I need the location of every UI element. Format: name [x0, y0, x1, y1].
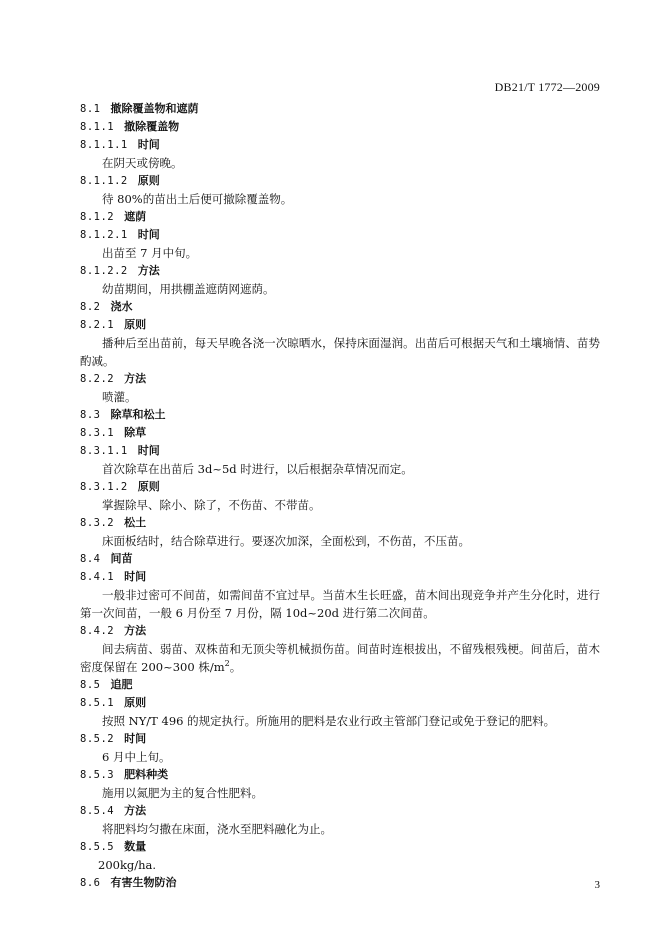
- section-heading: [80, 766, 600, 784]
- section-title: 时间: [124, 570, 147, 583]
- section-heading: [80, 838, 600, 856]
- section-heading: [80, 172, 600, 190]
- section-number: 8.1.2.2: [80, 265, 128, 277]
- section-title: 浇水: [110, 300, 133, 313]
- body-text: 床面板结时，结合除草进行。要逐次加深，全面松到，不伤苗，不压苗。: [102, 534, 470, 548]
- section-title: 除草: [124, 426, 147, 439]
- section-title: 方法: [124, 372, 147, 385]
- paragraph-text: 一般非过密可不间苗，如需间苗不宜过早。当苗木生长旺盛，苗木间出现竞争并产生分化时，进行第一次间苗，一般 6 月份至 7 月份，隔 10d~20d 进行第二次间苗。: [80, 588, 600, 620]
- body-text: 将肥料均匀撒在床面，浇水至肥料融化为止。: [102, 822, 332, 836]
- section-heading: [80, 442, 600, 460]
- section-heading: [80, 694, 600, 712]
- section-number: 8.2.1: [80, 319, 115, 331]
- section-title: 时间: [124, 732, 147, 745]
- page-number: 3: [594, 879, 600, 891]
- section-number: 8.1.1.2: [80, 175, 128, 187]
- section-number: 8.6: [80, 877, 101, 889]
- section-heading: [80, 676, 600, 694]
- body-text: 施用以氮肥为主的复合性肥料。: [102, 786, 263, 800]
- superscript: 2: [224, 659, 230, 669]
- body-paragraph: [80, 640, 600, 676]
- section-number: 8.3.2: [80, 517, 115, 529]
- section-number: 8.1.2: [80, 211, 115, 223]
- section-heading: [80, 622, 600, 640]
- section-title: 方法: [124, 804, 147, 817]
- section-title: 撤除覆盖物: [124, 120, 180, 133]
- body-text: 按照 NY/T 496 的规定执行。所施用的肥料是农业行政主管部门登记或免于登记的肥料。: [102, 714, 556, 728]
- section-heading: [80, 136, 600, 154]
- section-heading: [80, 730, 600, 748]
- body-text: 200kg/ha.: [98, 858, 157, 872]
- section-title: 原则: [137, 174, 160, 187]
- section-number: 8.4.2: [80, 625, 115, 637]
- section-title: 原则: [124, 318, 147, 331]
- section-number: 8.3: [80, 409, 101, 421]
- section-title: 时间: [137, 138, 160, 151]
- section-title: 方法: [137, 264, 160, 277]
- document-id-header: DB21/T 1772—2009: [494, 80, 600, 94]
- section-title: 原则: [137, 480, 160, 493]
- section-number: 8.4: [80, 553, 101, 565]
- section-heading: [80, 262, 600, 280]
- paragraph-text: 播种后至出苗前，每天早晚各浇一次晾晒水，保持床面湿润。出苗后可根据天气和土壤墒情、苗势酌减。: [80, 336, 600, 368]
- section-number: 8.5: [80, 679, 101, 691]
- section-number: 8.5.2: [80, 733, 115, 745]
- document-body: [80, 100, 600, 892]
- section-number: 8.1: [80, 103, 101, 115]
- section-heading: [80, 802, 600, 820]
- section-heading: [80, 316, 600, 334]
- body-text: 6 月中上旬。: [102, 750, 171, 764]
- section-title: 追肥: [110, 678, 133, 691]
- section-heading: [80, 100, 600, 118]
- section-number: 8.4.1: [80, 571, 115, 583]
- body-text: 出苗至 7 月中旬。: [102, 246, 198, 260]
- section-title: 时间: [137, 444, 160, 457]
- section-heading: [80, 298, 600, 316]
- section-number: 8.3.1: [80, 427, 115, 439]
- section-number: 8.1.1.1: [80, 139, 128, 151]
- section-heading: [80, 550, 600, 568]
- body-paragraph: [80, 586, 600, 622]
- section-title: 有害生物防治: [110, 876, 177, 889]
- section-heading: [80, 424, 600, 442]
- section-heading: [80, 568, 600, 586]
- section-heading: [80, 370, 600, 388]
- section-title: 间苗: [110, 552, 133, 565]
- section-number: 8.5.1: [80, 697, 115, 709]
- section-title: 数量: [124, 840, 147, 853]
- section-title: 松土: [124, 516, 147, 529]
- section-heading: [80, 226, 600, 244]
- body-text: 掌握除早、除小、除了，不伤苗、不带苗。: [102, 498, 321, 512]
- section-number: 8.5.3: [80, 769, 115, 781]
- body-text: 幼苗期间，用拱棚盖遮荫网遮荫。: [102, 282, 275, 296]
- section-heading: [80, 514, 600, 532]
- section-heading: [80, 406, 600, 424]
- section-heading: [80, 478, 600, 496]
- section-title: 遮荫: [124, 210, 147, 223]
- section-title: 撤除覆盖物和遮荫: [110, 102, 199, 115]
- section-title: 时间: [137, 228, 160, 241]
- section-title: 除草和松土: [110, 408, 166, 421]
- section-number: 8.5.4: [80, 805, 115, 817]
- body-text: 待 80%的苗出土后便可撤除覆盖物。: [102, 192, 293, 206]
- section-title: 肥料种类: [124, 768, 169, 781]
- body-text: 在阴天或傍晚。: [102, 156, 183, 170]
- section-number: 8.5.5: [80, 841, 115, 853]
- section-heading: [80, 118, 600, 136]
- section-number: 8.1.1: [80, 121, 115, 133]
- section-heading: [80, 874, 600, 892]
- section-title: 方法: [124, 624, 147, 637]
- section-number: 8.2: [80, 301, 101, 313]
- paragraph-text: 间去病苗、弱苗、双株苗和无顶尖等机械损伤苗。间苗时连根拔出，不留残根残梗。间苗后，苗木密度保留在 200~300 株/m: [80, 642, 600, 674]
- body-text: 喷灌。: [102, 390, 137, 404]
- section-heading: [80, 208, 600, 226]
- body-paragraph: [80, 334, 600, 370]
- section-title: 原则: [124, 696, 147, 709]
- section-number: 8.2.2: [80, 373, 115, 385]
- section-number: 8.3.1.2: [80, 481, 128, 493]
- section-number: 8.1.2.1: [80, 229, 128, 241]
- body-text: 首次除草在出苗后 3d~5d 时进行，以后根据杂草情况而定。: [102, 462, 413, 476]
- paragraph-tail: 。: [229, 660, 242, 674]
- section-number: 8.3.1.1: [80, 445, 128, 457]
